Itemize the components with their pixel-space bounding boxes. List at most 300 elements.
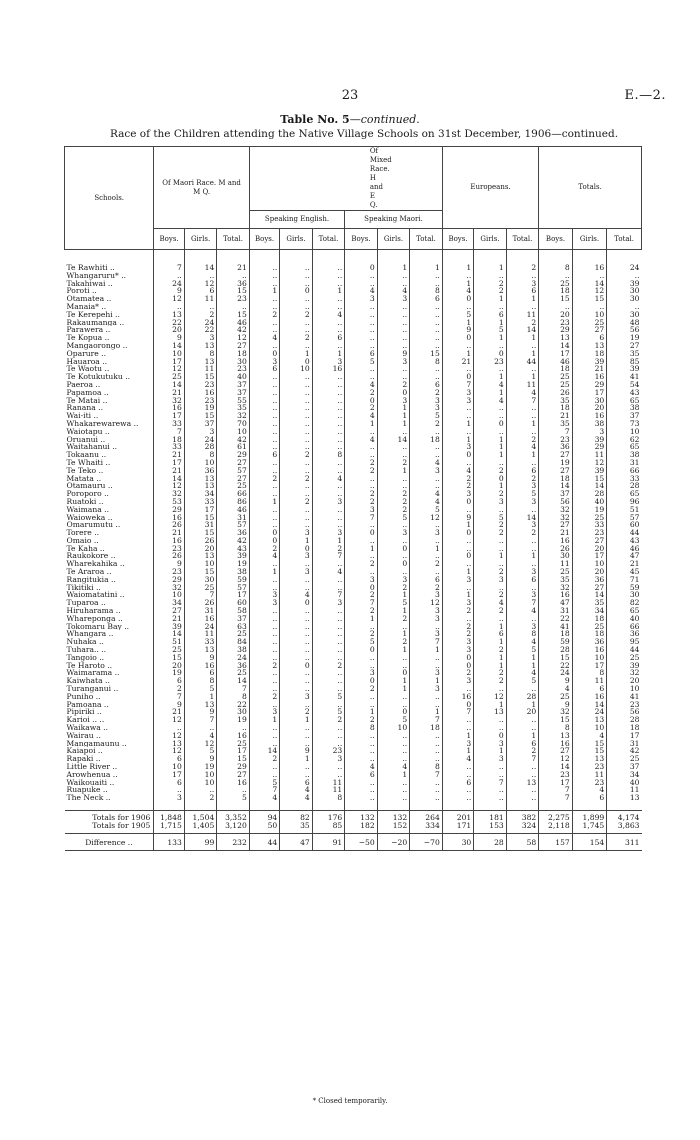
value-cell: 2: [249, 693, 279, 701]
value-cell: 3: [506, 482, 539, 490]
value-cell: 28: [607, 716, 642, 724]
value-cell: ..: [280, 319, 312, 327]
value-cell: 17: [607, 732, 642, 740]
value-cell: 16: [539, 740, 573, 748]
value-cell: 4: [474, 381, 506, 389]
value-cell: 32: [539, 514, 573, 522]
value-cell: 42: [217, 326, 250, 334]
value-cell: 31: [539, 607, 573, 615]
value-cell: 3: [442, 397, 473, 405]
table-title-suffix: —continued.: [349, 113, 420, 126]
value-cell: 0: [442, 654, 473, 662]
value-cell: 21: [154, 708, 184, 716]
value-cell: 11: [607, 786, 642, 794]
value-cell: 4: [506, 607, 539, 615]
value-cell: 13: [154, 311, 184, 319]
table-row: [65, 373, 642, 381]
value-cell: 27: [217, 475, 250, 483]
table-row: [65, 295, 642, 303]
value-cell: 86: [217, 498, 250, 506]
value-cell: 0: [442, 552, 473, 560]
value-cell: 23: [474, 358, 506, 366]
value-cell: ..: [249, 381, 279, 389]
value-cell: ..: [312, 521, 344, 529]
value-cell: 65: [607, 397, 642, 405]
value-cell: 9: [442, 326, 473, 334]
value-cell: ..: [377, 623, 409, 631]
value-cell: 8: [345, 724, 377, 732]
value-cell: 25: [217, 630, 250, 638]
value-cell: 2: [474, 467, 506, 475]
value-cell: 19: [607, 334, 642, 342]
value-cell: 3: [345, 669, 377, 677]
value-cell: 3: [474, 755, 506, 763]
table-row: [65, 724, 642, 732]
value-cell: ..: [410, 747, 443, 755]
value-cell: 26: [154, 521, 184, 529]
value-cell: 3: [410, 607, 443, 615]
value-cell: ..: [377, 334, 409, 342]
value-cell: 3: [506, 498, 539, 506]
value-cell: 1: [312, 537, 344, 545]
value-cell: 6: [154, 779, 184, 787]
value-cell: 23: [539, 436, 573, 444]
value-cell: 324: [506, 822, 539, 833]
value-cell: 4: [572, 732, 607, 740]
value-cell: 15: [572, 295, 607, 303]
value-cell: 4: [184, 732, 216, 740]
value-cell: 9: [154, 334, 184, 342]
table-row: [65, 568, 642, 576]
value-cell: 25: [539, 280, 573, 288]
value-cell: 9: [154, 701, 184, 709]
value-cell: 2: [280, 451, 312, 459]
value-cell: ..: [345, 451, 377, 459]
value-cell: ..: [280, 646, 312, 654]
value-cell: 4: [280, 794, 312, 802]
value-cell: ..: [377, 662, 409, 670]
value-cell: 4: [442, 287, 473, 295]
school-name-cell: Oruanui ..: [66, 435, 106, 444]
school-name-cell: Wairau ..: [66, 731, 101, 740]
value-cell: 19: [154, 669, 184, 677]
value-cell: 23: [572, 779, 607, 787]
value-cell: ..: [312, 623, 344, 631]
table-row: [65, 459, 642, 467]
value-cell: ..: [280, 280, 312, 288]
value-cell: ..: [410, 693, 443, 701]
value-cell: ..: [345, 319, 377, 327]
value-cell: 3: [312, 529, 344, 537]
value-cell: ..: [280, 514, 312, 522]
value-cell: 1: [474, 373, 506, 381]
col-header-english-girls: Girls.: [280, 229, 312, 250]
table-row: [65, 350, 642, 358]
table-row: [65, 560, 642, 568]
value-cell: 11: [506, 311, 539, 319]
value-cell: 32: [217, 412, 250, 420]
value-cell: ..: [280, 638, 312, 646]
value-cell: 1,899: [572, 810, 607, 821]
school-name-cell: Waimarama ..: [66, 669, 120, 678]
value-cell: 25: [607, 654, 642, 662]
value-cell: ..: [506, 342, 539, 350]
value-cell: 18: [154, 436, 184, 444]
value-cell: 4: [345, 287, 377, 295]
value-cell: ..: [442, 724, 473, 732]
value-cell: 44: [506, 358, 539, 366]
value-cell: 8: [184, 350, 216, 358]
value-cell: 3: [506, 521, 539, 529]
value-cell: 21: [154, 529, 184, 537]
value-cell: 11: [184, 365, 216, 373]
value-cell: ..: [312, 654, 344, 662]
value-cell: 31: [607, 459, 642, 467]
value-cell: 2: [474, 568, 506, 576]
school-name-cell: Mangamaunu ..: [66, 739, 127, 748]
value-cell: 10: [572, 560, 607, 568]
value-cell: 28: [607, 482, 642, 490]
value-cell: 12: [572, 459, 607, 467]
value-cell: ..: [280, 623, 312, 631]
value-cell: 3: [410, 591, 443, 599]
value-cell: 4: [345, 381, 377, 389]
value-cell: 17: [217, 747, 250, 755]
value-cell: 57: [217, 584, 250, 592]
value-cell: 17: [539, 350, 573, 358]
value-cell: ..: [249, 724, 279, 732]
value-cell: ..: [474, 459, 506, 467]
value-cell: 4: [506, 389, 539, 397]
value-cell: ..: [312, 342, 344, 350]
school-name-cell: Rangitukia ..: [66, 575, 116, 584]
value-cell: 13: [572, 716, 607, 724]
value-cell: 27: [539, 467, 573, 475]
value-cell: ..: [442, 545, 473, 553]
value-cell: ..: [280, 482, 312, 490]
value-cell: 3: [410, 685, 443, 693]
value-cell: 57: [607, 514, 642, 522]
value-cell: ..: [345, 701, 377, 709]
value-cell: 58: [217, 607, 250, 615]
value-cell: 12: [154, 482, 184, 490]
value-cell: 85: [312, 822, 344, 833]
value-cell: 1: [377, 264, 409, 272]
value-cell: ..: [345, 654, 377, 662]
value-cell: ..: [249, 482, 279, 490]
value-cell: ..: [312, 576, 344, 584]
spacer-row: [65, 250, 642, 265]
value-cell: 0: [442, 295, 473, 303]
value-cell: 4: [474, 599, 506, 607]
value-cell: 6: [442, 779, 473, 787]
value-cell: ..: [345, 521, 377, 529]
value-cell: 24: [572, 708, 607, 716]
value-cell: ..: [410, 732, 443, 740]
value-cell: 12: [154, 716, 184, 724]
value-cell: 25: [539, 568, 573, 576]
value-cell: 15: [410, 350, 443, 358]
value-cell: 1: [377, 646, 409, 654]
value-cell: ..: [280, 443, 312, 451]
value-cell: ..: [280, 436, 312, 444]
value-cell: 2: [506, 747, 539, 755]
value-cell: ..: [312, 560, 344, 568]
school-name-cell: Ruatoki ..: [66, 497, 104, 506]
value-cell: ..: [249, 677, 279, 685]
value-cell: ..: [474, 786, 506, 794]
school-name-cell: Pipiriki ..: [66, 708, 102, 717]
value-cell: 51: [154, 638, 184, 646]
value-cell: ..: [249, 428, 279, 436]
value-cell: 34: [572, 607, 607, 615]
value-cell: 70: [217, 420, 250, 428]
value-cell: 1,745: [572, 822, 607, 833]
value-cell: 12: [154, 747, 184, 755]
value-cell: 10: [377, 724, 409, 732]
value-cell: 27: [572, 584, 607, 592]
value-cell: ..: [280, 763, 312, 771]
value-cell: ..: [474, 404, 506, 412]
value-cell: 0: [474, 350, 506, 358]
value-cell: 24: [184, 623, 216, 631]
value-cell: 0: [474, 475, 506, 483]
value-cell: 47: [607, 552, 642, 560]
school-name-cell: Tuhara.. ..: [66, 646, 107, 654]
table-row: [65, 693, 642, 701]
value-cell: ..: [410, 326, 443, 334]
school-name-cell: Parawera ..: [66, 326, 111, 335]
value-cell: 4: [410, 490, 443, 498]
value-cell: ..: [312, 482, 344, 490]
value-cell: 5: [410, 412, 443, 420]
value-cell: 14: [572, 280, 607, 288]
value-cell: 28: [474, 833, 506, 851]
value-cell: 3: [312, 755, 344, 763]
value-cell: 4: [506, 638, 539, 646]
value-cell: ..: [377, 732, 409, 740]
value-cell: 12: [572, 287, 607, 295]
value-cell: ..: [377, 794, 409, 802]
school-name-cell: Hiruharama ..: [66, 607, 121, 615]
school-name-cell: Otamatea ..: [66, 295, 112, 303]
value-cell: 3: [442, 646, 473, 654]
value-cell: ..: [474, 615, 506, 623]
value-cell: 3: [474, 498, 506, 506]
value-cell: 43: [217, 545, 250, 553]
value-cell: 2: [377, 459, 409, 467]
value-cell: 25: [572, 319, 607, 327]
col-header-english-boys: Boys.: [249, 229, 279, 250]
value-cell: ..: [442, 794, 473, 802]
value-cell: ..: [410, 365, 443, 373]
value-cell: ..: [280, 615, 312, 623]
value-cell: 3: [442, 599, 473, 607]
school-name-cell: Te Rawhiti ..: [66, 264, 115, 272]
value-cell: ..: [280, 724, 312, 732]
value-cell: 34: [184, 490, 216, 498]
value-cell: ..: [280, 467, 312, 475]
value-cell: 3: [442, 389, 473, 397]
value-cell: 73: [607, 420, 642, 428]
value-cell: 2,118: [539, 822, 573, 833]
value-cell: ..: [345, 334, 377, 342]
value-cell: ..: [249, 397, 279, 405]
value-cell: 16: [154, 514, 184, 522]
value-cell: 21: [217, 264, 250, 272]
value-cell: 18: [539, 365, 573, 373]
school-name-cell: Te Waotu ..: [66, 365, 110, 374]
value-cell: 2: [474, 669, 506, 677]
table-row: [65, 365, 642, 373]
value-cell: 27: [539, 451, 573, 459]
value-cell: 2: [474, 529, 506, 537]
value-cell: 264: [410, 810, 443, 821]
value-cell: ..: [410, 779, 443, 787]
school-name-cell: Torere ..: [66, 529, 100, 537]
value-cell: 42: [217, 436, 250, 444]
value-cell: 2: [249, 545, 279, 553]
value-cell: 14: [184, 264, 216, 272]
value-cell: 12: [154, 365, 184, 373]
value-cell: 7: [312, 552, 344, 560]
value-cell: 1: [474, 482, 506, 490]
value-cell: 27: [217, 771, 250, 779]
value-cell: 1: [249, 498, 279, 506]
value-cell: ..: [249, 280, 279, 288]
value-cell: ..: [410, 623, 443, 631]
value-cell: 20: [539, 311, 573, 319]
value-cell: ..: [280, 506, 312, 514]
value-cell: 2: [280, 334, 312, 342]
value-cell: 1: [377, 630, 409, 638]
value-cell: 14: [154, 381, 184, 389]
value-cell: 23: [539, 771, 573, 779]
value-cell: ..: [312, 326, 344, 334]
school-name-cell: Tokaanu ..: [66, 451, 107, 459]
value-cell: ..: [474, 303, 506, 311]
value-cell: ..: [410, 319, 443, 327]
value-cell: 182: [345, 822, 377, 833]
value-cell: 11: [184, 630, 216, 638]
value-cell: 27: [572, 326, 607, 334]
value-cell: ..: [474, 428, 506, 436]
value-cell: 10: [154, 591, 184, 599]
value-cell: 7: [506, 755, 539, 763]
value-cell: 16: [572, 693, 607, 701]
value-cell: ..: [506, 794, 539, 802]
school-name-cell: Takahiwai ..: [66, 279, 113, 288]
value-cell: ..: [249, 319, 279, 327]
value-cell: ..: [312, 514, 344, 522]
value-cell: ..: [506, 716, 539, 724]
value-cell: 2: [506, 319, 539, 327]
value-cell: 26: [539, 389, 573, 397]
value-cell: ..: [280, 771, 312, 779]
value-cell: ..: [312, 669, 344, 677]
value-cell: 36: [217, 280, 250, 288]
table-row: [65, 599, 642, 607]
value-cell: ..: [410, 334, 443, 342]
value-cell: 2: [280, 475, 312, 483]
value-cell: 3,863: [607, 822, 642, 833]
value-cell: ..: [442, 365, 473, 373]
value-cell: ..: [506, 404, 539, 412]
value-cell: 14: [539, 342, 573, 350]
value-cell: ..: [377, 755, 409, 763]
value-cell: ..: [249, 404, 279, 412]
value-cell: 23: [217, 295, 250, 303]
value-cell: 8: [506, 630, 539, 638]
value-cell: 1: [506, 295, 539, 303]
value-cell: 18: [410, 436, 443, 444]
value-cell: ..: [474, 506, 506, 514]
value-cell: 1: [377, 467, 409, 475]
value-cell: 2: [345, 498, 377, 506]
value-cell: 1: [506, 420, 539, 428]
value-cell: 7: [539, 428, 573, 436]
value-cell: 2: [377, 584, 409, 592]
value-cell: 8: [410, 287, 443, 295]
value-cell: ..: [312, 397, 344, 405]
value-cell: 37: [217, 615, 250, 623]
value-cell: ..: [474, 342, 506, 350]
value-cell: 50: [249, 822, 279, 833]
col-header-totals-boys: Boys.: [539, 229, 573, 250]
value-cell: 17: [154, 412, 184, 420]
value-cell: 1: [474, 623, 506, 631]
value-cell: 2: [442, 623, 473, 631]
value-cell: 1: [474, 451, 506, 459]
value-cell: ..: [312, 459, 344, 467]
value-cell: 20: [572, 545, 607, 553]
value-cell: 0: [377, 389, 409, 397]
value-cell: ..: [607, 303, 642, 311]
value-cell: ..: [345, 662, 377, 670]
value-cell: 2: [280, 708, 312, 716]
value-cell: ..: [345, 786, 377, 794]
school-name-cell: Otamauru ..: [66, 482, 113, 491]
table-row: [65, 716, 642, 724]
value-cell: 1: [442, 732, 473, 740]
value-cell: 16: [217, 732, 250, 740]
value-cell: 14: [539, 482, 573, 490]
value-cell: ..: [345, 747, 377, 755]
value-cell: ..: [249, 373, 279, 381]
value-cell: 9: [280, 747, 312, 755]
value-cell: 31: [217, 514, 250, 522]
value-cell: 2: [377, 381, 409, 389]
value-cell: 6: [506, 740, 539, 748]
value-cell: 43: [607, 389, 642, 397]
value-cell: 27: [217, 342, 250, 350]
value-cell: 4: [280, 786, 312, 794]
value-cell: 0: [249, 529, 279, 537]
value-cell: 15: [184, 529, 216, 537]
value-cell: 12: [184, 740, 216, 748]
value-cell: 1: [506, 451, 539, 459]
value-cell: 9: [377, 350, 409, 358]
value-cell: 6: [249, 365, 279, 373]
value-cell: ..: [249, 389, 279, 397]
value-cell: ..: [474, 794, 506, 802]
value-cell: 22: [184, 326, 216, 334]
value-cell: ..: [280, 732, 312, 740]
value-cell: ..: [280, 607, 312, 615]
value-cell: ..: [249, 264, 279, 272]
value-cell: ..: [312, 420, 344, 428]
value-cell: 16: [442, 693, 473, 701]
